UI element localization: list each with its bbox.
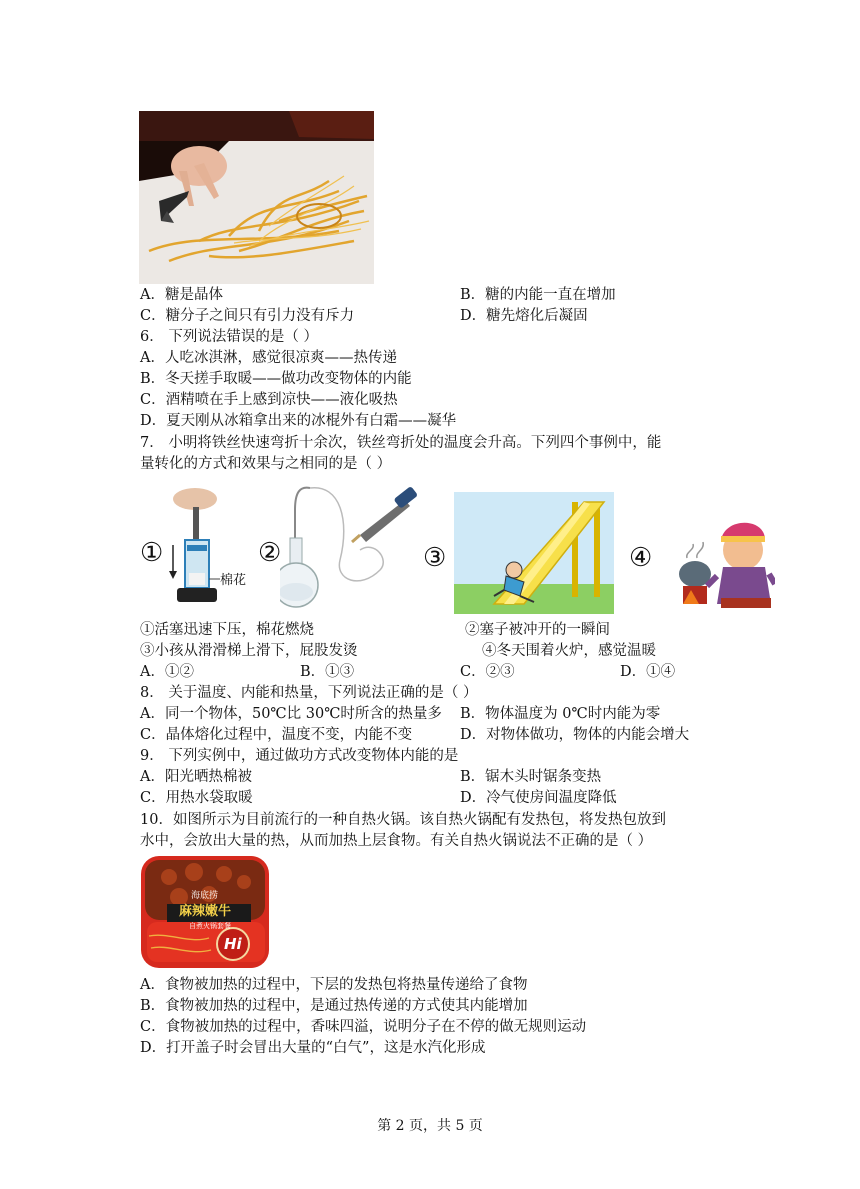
q8-stem: 8． 关于温度、内能和热量，下列说法正确的是（ ）	[140, 685, 478, 701]
q7-figure-desc-2: ②塞子被冲开的一瞬间	[465, 622, 610, 638]
q6-stem: 6． 下列说法错误的是（ ）	[140, 329, 318, 345]
q7-stem-line2: 量转化的方式和效果与之相同的是（ ）	[140, 456, 392, 472]
q5-option-d: D．糖先熔化后凝固	[460, 308, 588, 324]
q7-figure-number-3: ③	[423, 543, 447, 573]
q8-option-a: A．同一个物体，50℃比 30℃时所含的热量多	[140, 706, 442, 722]
q7-figure-desc-4: ④冬天围着火炉，感觉温暖	[482, 643, 656, 659]
q8-option-c: C．晶体熔化过程中，温度不变，内能不变	[140, 727, 413, 743]
q7-option-b: B．①③	[300, 664, 355, 680]
q7-option-a: A．①②	[140, 664, 194, 680]
q5-option-a: A．糖是晶体	[140, 287, 223, 303]
q7-option-d: D．①④	[620, 664, 676, 680]
q6-option-c: C．酒精喷在手上感到凉快——液化吸热	[140, 392, 398, 408]
hotpot-title: 麻辣嫩牛	[179, 904, 232, 919]
q8-option-d: D．对物体做功，物体的内能会增大	[460, 727, 690, 743]
q7-figure-desc-1: ①活塞迅速下压，棉花燃烧	[140, 622, 314, 638]
q9-option-b: B．锯木头时锯条变热	[460, 769, 602, 785]
q7-stem-line1: 7． 小明将铁丝快速弯折十余次，铁丝弯折处的温度会升高。下列四个事例中，能	[140, 435, 662, 451]
q6-option-d: D．夏天刚从冰箱拿出来的冰棍外有白霜——凝华	[140, 413, 457, 429]
q10-stem-line2: 水中，会放出大量的热，从而加热上层食物。有关自热火锅说法不正确的是（ ）	[140, 833, 653, 849]
cotton-label: 棉花	[220, 573, 247, 588]
q9-option-c: C．用热水袋取暖	[140, 790, 253, 806]
q9-stem: 9． 下列实例中，通过做功方式改变物体内能的是	[140, 748, 459, 764]
page-footer: 第 2 页，共 5 页	[377, 1118, 483, 1134]
q7-option-c: C．②③	[460, 664, 515, 680]
q10-option-d: D．打开盖子时会冒出大量的“白气”，这是水汽化形成	[140, 1040, 486, 1056]
q10-option-a: A．食物被加热的过程中，下层的发热包将热量传递给了食物	[140, 977, 528, 993]
q10-stem-line1: 10．如图所示为目前流行的一种自热火锅。该自热火锅配有发热包，将发热包放到	[140, 812, 666, 828]
stove-warming-figure	[665, 512, 775, 614]
q7-figure-number-2: ②	[258, 538, 282, 568]
q7-figure-number-1: ①	[140, 538, 164, 568]
flask-stopper-figure	[280, 480, 420, 610]
sugar-painting-photo	[139, 111, 374, 284]
self-heating-hotpot-photo	[139, 852, 271, 972]
q9-option-d: D．冷气使房间温度降低	[460, 790, 617, 806]
q10-option-b: B．食物被加热的过程中，是通过热传递的方式使其内能增加	[140, 998, 528, 1014]
q7-figure-desc-3: ③小孩从滑滑梯上滑下，屁股发烫	[140, 643, 358, 659]
q10-option-c: C．食物被加热的过程中，香味四溢，说明分子在不停的做无规则运动	[140, 1019, 587, 1035]
q8-option-b: B．物体温度为 0℃时内能为零	[460, 706, 661, 722]
q7-figure-number-4: ④	[629, 543, 653, 573]
hotpot-brand: 海底捞	[191, 891, 219, 901]
q5-option-c: C．糖分子之间只有引力没有斥力	[140, 308, 355, 324]
q6-option-b: B．冬天搓手取暖——做功改变物体的内能	[140, 371, 412, 387]
hotpot-logo: Hi	[224, 935, 242, 953]
piston-cotton-figure	[165, 485, 255, 610]
q9-option-a: A．阳光晒热棉被	[140, 769, 252, 785]
slide-figure	[454, 492, 614, 614]
q5-option-b: B．糖的内能一直在增加	[460, 287, 616, 303]
q6-option-a: A．人吃冰淇淋，感觉很凉爽——热传递	[140, 350, 397, 366]
hotpot-subtitle: 自煮火锅套餐	[189, 922, 231, 930]
